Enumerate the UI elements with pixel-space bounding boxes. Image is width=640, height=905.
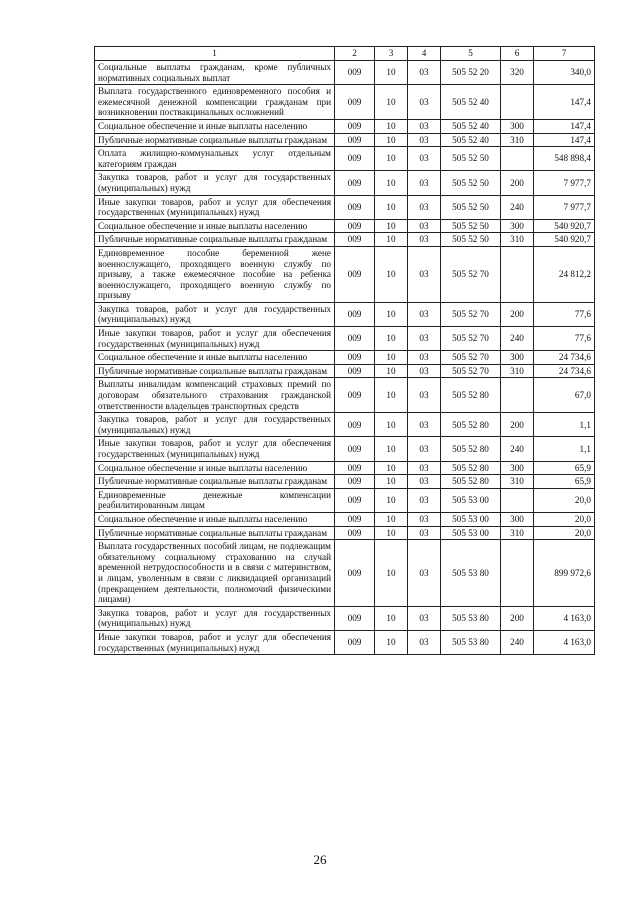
target-article-cell: 505 52 80	[441, 378, 501, 413]
description-cell: Социальное обеспечение и иные выплаты населению	[95, 351, 335, 365]
expense-type-cell	[501, 540, 534, 607]
amount-cell: 4 163,0	[534, 630, 595, 654]
table-row	[95, 351, 595, 365]
expense-type-cell: 240	[501, 195, 534, 219]
chapter-cell: 009	[335, 364, 375, 378]
table-row	[95, 526, 595, 540]
chapter-cell: 009	[335, 437, 375, 461]
table-row	[95, 246, 595, 302]
section-cell: 10	[375, 526, 408, 540]
amount-cell: 7 977,7	[534, 171, 595, 195]
target-article-cell: 505 52 80	[441, 437, 501, 461]
amount-cell: 548 898,4	[534, 147, 595, 171]
amount-cell: 540 920,7	[534, 233, 595, 247]
section-cell: 10	[375, 327, 408, 351]
expense-type-cell	[501, 147, 534, 171]
amount-cell: 20,0	[534, 488, 595, 512]
table-row	[95, 133, 595, 147]
description-cell: Социальное обеспечение и иные выплаты населению	[95, 219, 335, 233]
header-cell-3: 3	[375, 47, 408, 61]
amount-cell: 7 977,7	[534, 195, 595, 219]
expense-type-cell: 240	[501, 437, 534, 461]
section-cell: 10	[375, 540, 408, 607]
target-article-cell: 505 52 80	[441, 461, 501, 475]
table-row	[95, 512, 595, 526]
description-cell: Выплаты инвалидам компенсаций страховых премий по договорам обязательного страхования гражданской ответственности владельцев транспортных средств	[95, 378, 335, 413]
description-cell: Иные закупки товаров, работ и услуг для обеспечения государственных (муниципальных) нужд	[95, 437, 335, 461]
chapter-cell: 009	[335, 488, 375, 512]
section-cell: 10	[375, 351, 408, 365]
expense-type-cell	[501, 85, 534, 120]
subsection-cell: 03	[408, 302, 441, 326]
target-article-cell: 505 52 70	[441, 302, 501, 326]
expense-type-cell: 300	[501, 119, 534, 133]
subsection-cell: 03	[408, 171, 441, 195]
table-row	[95, 147, 595, 171]
page-number: 26	[313, 852, 327, 867]
target-article-cell: 505 53 80	[441, 630, 501, 654]
chapter-cell: 009	[335, 171, 375, 195]
table-row	[95, 475, 595, 489]
subsection-cell: 03	[408, 195, 441, 219]
table-row	[95, 540, 595, 607]
table-row	[95, 327, 595, 351]
description-cell: Иные закупки товаров, работ и услуг для обеспечения государственных (муниципальных) нужд	[95, 195, 335, 219]
amount-cell: 899 972,6	[534, 540, 595, 607]
section-cell: 10	[375, 61, 408, 85]
amount-cell: 77,6	[534, 327, 595, 351]
expense-type-cell: 300	[501, 512, 534, 526]
amount-cell: 147,4	[534, 119, 595, 133]
subsection-cell: 03	[408, 540, 441, 607]
section-cell: 10	[375, 219, 408, 233]
expense-type-cell: 240	[501, 327, 534, 351]
section-cell: 10	[375, 512, 408, 526]
description-cell: Публичные нормативные социальные выплаты гражданам	[95, 133, 335, 147]
chapter-cell: 009	[335, 461, 375, 475]
chapter-cell: 009	[335, 351, 375, 365]
target-article-cell: 505 52 70	[441, 351, 501, 365]
target-article-cell: 505 52 80	[441, 475, 501, 489]
expense-type-cell: 200	[501, 171, 534, 195]
chapter-cell: 009	[335, 413, 375, 437]
amount-cell: 24 812,2	[534, 246, 595, 302]
expense-type-cell: 320	[501, 61, 534, 85]
target-article-cell: 505 52 40	[441, 119, 501, 133]
description-cell: Публичные нормативные социальные выплаты гражданам	[95, 526, 335, 540]
target-article-cell: 505 53 80	[441, 606, 501, 630]
description-cell: Выплата государственных пособий лицам, не подлежащим обязательному социальному страхованию на случай временной нетрудоспособности и в связи с материнством, и лицам, уволенным в связи с ликвидацией организаций (прекращением деятельности, полномочий физическими лицами)	[95, 540, 335, 607]
table-row	[95, 195, 595, 219]
expense-type-cell: 200	[501, 606, 534, 630]
amount-cell: 340,0	[534, 61, 595, 85]
expense-type-cell: 310	[501, 364, 534, 378]
subsection-cell: 03	[408, 219, 441, 233]
section-cell: 10	[375, 246, 408, 302]
description-cell: Оплата жилищно-коммунальных услуг отдельным категориям граждан	[95, 147, 335, 171]
target-article-cell: 505 52 80	[441, 413, 501, 437]
amount-cell: 24 734,6	[534, 364, 595, 378]
chapter-cell: 009	[335, 195, 375, 219]
target-article-cell: 505 53 00	[441, 526, 501, 540]
section-cell: 10	[375, 133, 408, 147]
section-cell: 10	[375, 461, 408, 475]
subsection-cell: 03	[408, 437, 441, 461]
chapter-cell: 009	[335, 512, 375, 526]
subsection-cell: 03	[408, 351, 441, 365]
target-article-cell: 505 52 40	[441, 85, 501, 120]
section-cell: 10	[375, 171, 408, 195]
expense-type-cell	[501, 246, 534, 302]
chapter-cell: 009	[335, 540, 375, 607]
description-cell: Выплата государственного единовременного пособия и ежемесячной денежной компенсации гражданам при возникновении поствакцинальных осложнений	[95, 85, 335, 120]
target-article-cell: 505 52 70	[441, 364, 501, 378]
section-cell: 10	[375, 413, 408, 437]
subsection-cell: 03	[408, 147, 441, 171]
description-cell: Иные закупки товаров, работ и услуг для обеспечения государственных (муниципальных) нужд	[95, 630, 335, 654]
header-cell-5: 5	[441, 47, 501, 61]
target-article-cell: 505 52 50	[441, 195, 501, 219]
table-row	[95, 364, 595, 378]
target-article-cell: 505 52 70	[441, 246, 501, 302]
expense-type-cell: 240	[501, 630, 534, 654]
chapter-cell: 009	[335, 61, 375, 85]
subsection-cell: 03	[408, 488, 441, 512]
header-cell-6: 6	[501, 47, 534, 61]
subsection-cell: 03	[408, 119, 441, 133]
description-cell: Закупка товаров, работ и услуг для государственных (муниципальных) нужд	[95, 413, 335, 437]
header-cell-7: 7	[534, 47, 595, 61]
description-cell: Закупка товаров, работ и услуг для государственных (муниципальных) нужд	[95, 302, 335, 326]
subsection-cell: 03	[408, 378, 441, 413]
section-cell: 10	[375, 437, 408, 461]
target-article-cell: 505 52 50	[441, 233, 501, 247]
header-cell-2: 2	[335, 47, 375, 61]
table-row	[95, 437, 595, 461]
section-cell: 10	[375, 233, 408, 247]
expense-type-cell: 310	[501, 475, 534, 489]
table-row	[95, 119, 595, 133]
subsection-cell: 03	[408, 327, 441, 351]
amount-cell: 24 734,6	[534, 351, 595, 365]
amount-cell: 65,9	[534, 461, 595, 475]
subsection-cell: 03	[408, 233, 441, 247]
expense-type-cell: 200	[501, 302, 534, 326]
table-row	[95, 233, 595, 247]
description-cell: Социальное обеспечение и иные выплаты населению	[95, 119, 335, 133]
amount-cell: 20,0	[534, 526, 595, 540]
budget-table-sheet	[94, 46, 594, 655]
subsection-cell: 03	[408, 364, 441, 378]
chapter-cell: 009	[335, 246, 375, 302]
description-cell: Социальное обеспечение и иные выплаты населению	[95, 461, 335, 475]
header-cell-1: 1	[95, 47, 335, 61]
expense-type-cell: 200	[501, 413, 534, 437]
amount-cell: 1,1	[534, 437, 595, 461]
table-row	[95, 219, 595, 233]
description-cell: Социальные выплаты гражданам, кроме публичных нормативных социальных выплат	[95, 61, 335, 85]
subsection-cell: 03	[408, 512, 441, 526]
section-cell: 10	[375, 147, 408, 171]
amount-cell: 1,1	[534, 413, 595, 437]
target-article-cell: 505 52 40	[441, 133, 501, 147]
target-article-cell: 505 53 00	[441, 488, 501, 512]
table-row	[95, 85, 595, 120]
amount-cell: 65,9	[534, 475, 595, 489]
table-row	[95, 61, 595, 85]
subsection-cell: 03	[408, 246, 441, 302]
table-row	[95, 171, 595, 195]
expense-type-cell	[501, 378, 534, 413]
chapter-cell: 009	[335, 119, 375, 133]
table-row	[95, 630, 595, 654]
subsection-cell: 03	[408, 526, 441, 540]
description-cell: Единовременное пособие беременной жене военнослужащего, проходящего военную службу по призыву, а также ежемесячное пособие на ребенка военнослужащего, проходящего военную службу по призыву	[95, 246, 335, 302]
chapter-cell: 009	[335, 526, 375, 540]
expense-type-cell: 310	[501, 133, 534, 147]
chapter-cell: 009	[335, 85, 375, 120]
description-cell: Публичные нормативные социальные выплаты гражданам	[95, 364, 335, 378]
amount-cell: 67,0	[534, 378, 595, 413]
chapter-cell: 009	[335, 630, 375, 654]
section-cell: 10	[375, 302, 408, 326]
expense-type-cell: 310	[501, 233, 534, 247]
description-cell: Социальное обеспечение и иные выплаты населению	[95, 512, 335, 526]
subsection-cell: 03	[408, 461, 441, 475]
target-article-cell: 505 52 50	[441, 219, 501, 233]
expense-type-cell: 300	[501, 351, 534, 365]
target-article-cell: 505 53 80	[441, 540, 501, 607]
target-article-cell: 505 52 50	[441, 171, 501, 195]
section-cell: 10	[375, 195, 408, 219]
target-article-cell: 505 53 00	[441, 512, 501, 526]
chapter-cell: 009	[335, 133, 375, 147]
amount-cell: 147,4	[534, 85, 595, 120]
section-cell: 10	[375, 630, 408, 654]
amount-cell: 77,6	[534, 302, 595, 326]
expense-type-cell	[501, 488, 534, 512]
chapter-cell: 009	[335, 147, 375, 171]
chapter-cell: 009	[335, 475, 375, 489]
subsection-cell: 03	[408, 61, 441, 85]
header-row	[95, 47, 595, 61]
target-article-cell: 505 52 70	[441, 327, 501, 351]
budget-table	[94, 46, 595, 655]
description-cell: Единовременные денежные компенсации реабилитированным лицам	[95, 488, 335, 512]
chapter-cell: 009	[335, 327, 375, 351]
section-cell: 10	[375, 364, 408, 378]
table-row	[95, 378, 595, 413]
subsection-cell: 03	[408, 85, 441, 120]
amount-cell: 540 920,7	[534, 219, 595, 233]
table-row	[95, 302, 595, 326]
expense-type-cell: 300	[501, 461, 534, 475]
subsection-cell: 03	[408, 475, 441, 489]
table-row	[95, 488, 595, 512]
table-row	[95, 461, 595, 475]
table-row	[95, 606, 595, 630]
chapter-cell: 009	[335, 233, 375, 247]
chapter-cell: 009	[335, 606, 375, 630]
subsection-cell: 03	[408, 606, 441, 630]
target-article-cell: 505 52 50	[441, 147, 501, 171]
description-cell: Публичные нормативные социальные выплаты гражданам	[95, 475, 335, 489]
amount-cell: 4 163,0	[534, 606, 595, 630]
description-cell: Иные закупки товаров, работ и услуг для обеспечения государственных (муниципальных) нужд	[95, 327, 335, 351]
section-cell: 10	[375, 378, 408, 413]
section-cell: 10	[375, 606, 408, 630]
subsection-cell: 03	[408, 630, 441, 654]
section-cell: 10	[375, 85, 408, 120]
chapter-cell: 009	[335, 378, 375, 413]
expense-type-cell: 310	[501, 526, 534, 540]
amount-cell: 20,0	[534, 512, 595, 526]
header-cell-4: 4	[408, 47, 441, 61]
chapter-cell: 009	[335, 302, 375, 326]
subsection-cell: 03	[408, 413, 441, 437]
description-cell: Закупка товаров, работ и услуг для государственных (муниципальных) нужд	[95, 606, 335, 630]
subsection-cell: 03	[408, 133, 441, 147]
description-cell: Закупка товаров, работ и услуг для государственных (муниципальных) нужд	[95, 171, 335, 195]
expense-type-cell: 300	[501, 219, 534, 233]
chapter-cell: 009	[335, 219, 375, 233]
target-article-cell: 505 52 20	[441, 61, 501, 85]
section-cell: 10	[375, 119, 408, 133]
amount-cell: 147,4	[534, 133, 595, 147]
section-cell: 10	[375, 488, 408, 512]
table-row	[95, 413, 595, 437]
section-cell: 10	[375, 475, 408, 489]
description-cell: Публичные нормативные социальные выплаты гражданам	[95, 233, 335, 247]
